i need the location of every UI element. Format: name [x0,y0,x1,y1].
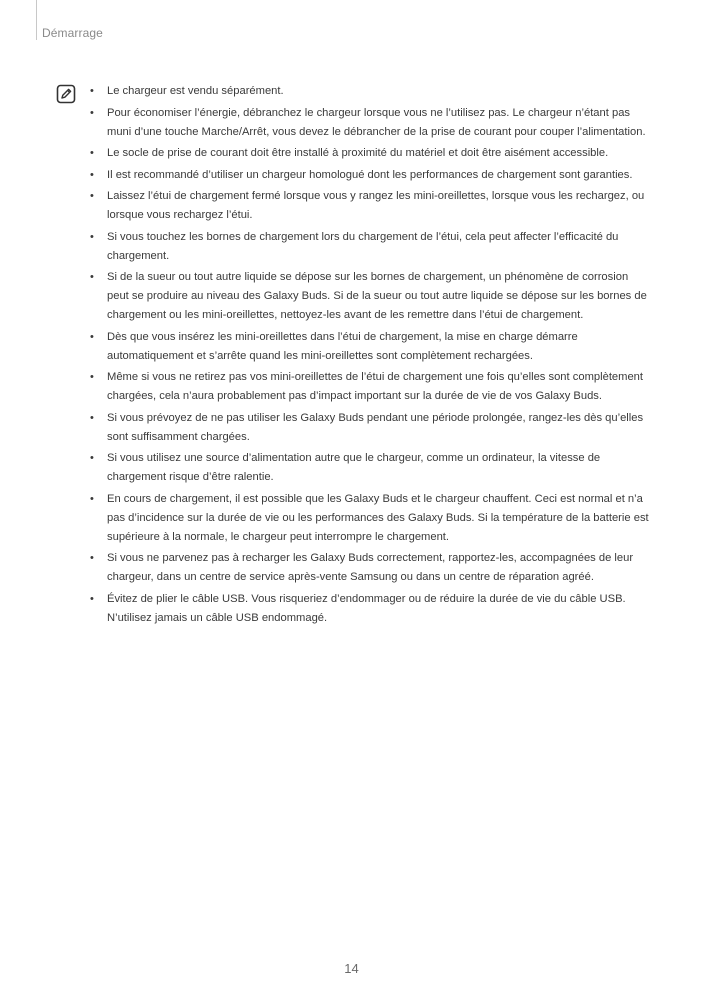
note-pencil-icon [56,84,76,104]
list-item: • Évitez de plier le câble USB. Vous risqueriez d’endommager ou de réduire la durée de vie du câble USB. N’utilisez jamais un câble USB endommagé. [107,590,651,628]
list-item: • Le chargeur est vendu séparément. [107,82,651,101]
section-title: Démarrage [42,26,103,40]
list-item: • Dès que vous insérez les mini-oreillettes dans l’étui de chargement, la mise en charge démarre automatiquement et s’arrête quand les mini-oreillettes sont complètement rechargées. [107,328,651,366]
list-item: • Si de la sueur ou tout autre liquide se dépose sur les bornes de chargement, un phénomène de corrosion peut se produire au niveau des Galaxy Buds. Si de la sueur ou tout autre liquide se dépose sur les bornes de chargement ou les mini-oreillettes, nettoyez-les avant de les remettre dans l’étui de chargement. [107,268,651,325]
list-item: • Si vous prévoyez de ne pas utiliser les Galaxy Buds pendant une période prolongée, rangez-les dès qu’elles sont suffisamment chargées. [107,409,651,447]
list-item: • En cours de chargement, il est possible que les Galaxy Buds et le chargeur chauffent. Ceci est normal et n’a pas d’incidence sur la durée de vie ou les performances des Galaxy Buds. Si la température de la batterie est supérieure à la normale, le chargeur peut interrompre le chargement. [107,490,651,547]
list-item: • Laissez l’étui de chargement fermé lorsque vous y rangez les mini-oreillettes, lorsque vous les rechargez, ou lorsque vous rechargez l’étui. [107,187,651,225]
list-item: • Si vous ne parvenez pas à recharger les Galaxy Buds correctement, rapportez-les, accompagnées de leur chargeur, dans un centre de service après-vente Samsung ou dans un centre de réparation agréé. [107,549,651,587]
list-item: • Si vous utilisez une source d’alimentation autre que le chargeur, comme un ordinateur, la vitesse de chargement risque d’être ralentie. [107,449,651,487]
list-item: • Il est recommandé d’utiliser un chargeur homologué dont les performances de chargement sont garanties. [107,166,651,185]
list-item: • Même si vous ne retirez pas vos mini-oreillettes de l’étui de chargement une fois qu’elles sont complètement chargées, cela n’aura probablement pas d’impact important sur la durée de vie de vos Galaxy Buds. [107,368,651,406]
notes-list [107,82,651,630]
list-item: • Le socle de prise de courant doit être installé à proximité du matériel et doit être aisément accessible. [107,144,651,163]
header-divider [36,0,37,40]
list-item: • Pour économiser l’énergie, débranchez le chargeur lorsque vous ne l’utilisez pas. Le chargeur n’étant pas muni d’une touche Marche/Arrêt, vous devez le débrancher de la prise de courant pour couper l’alimentation. [107,104,651,142]
list-item: • Si vous touchez les bornes de chargement lors du chargement de l’étui, cela peut affecter l’efficacité du chargement. [107,228,651,266]
page-number: 14 [344,961,359,976]
